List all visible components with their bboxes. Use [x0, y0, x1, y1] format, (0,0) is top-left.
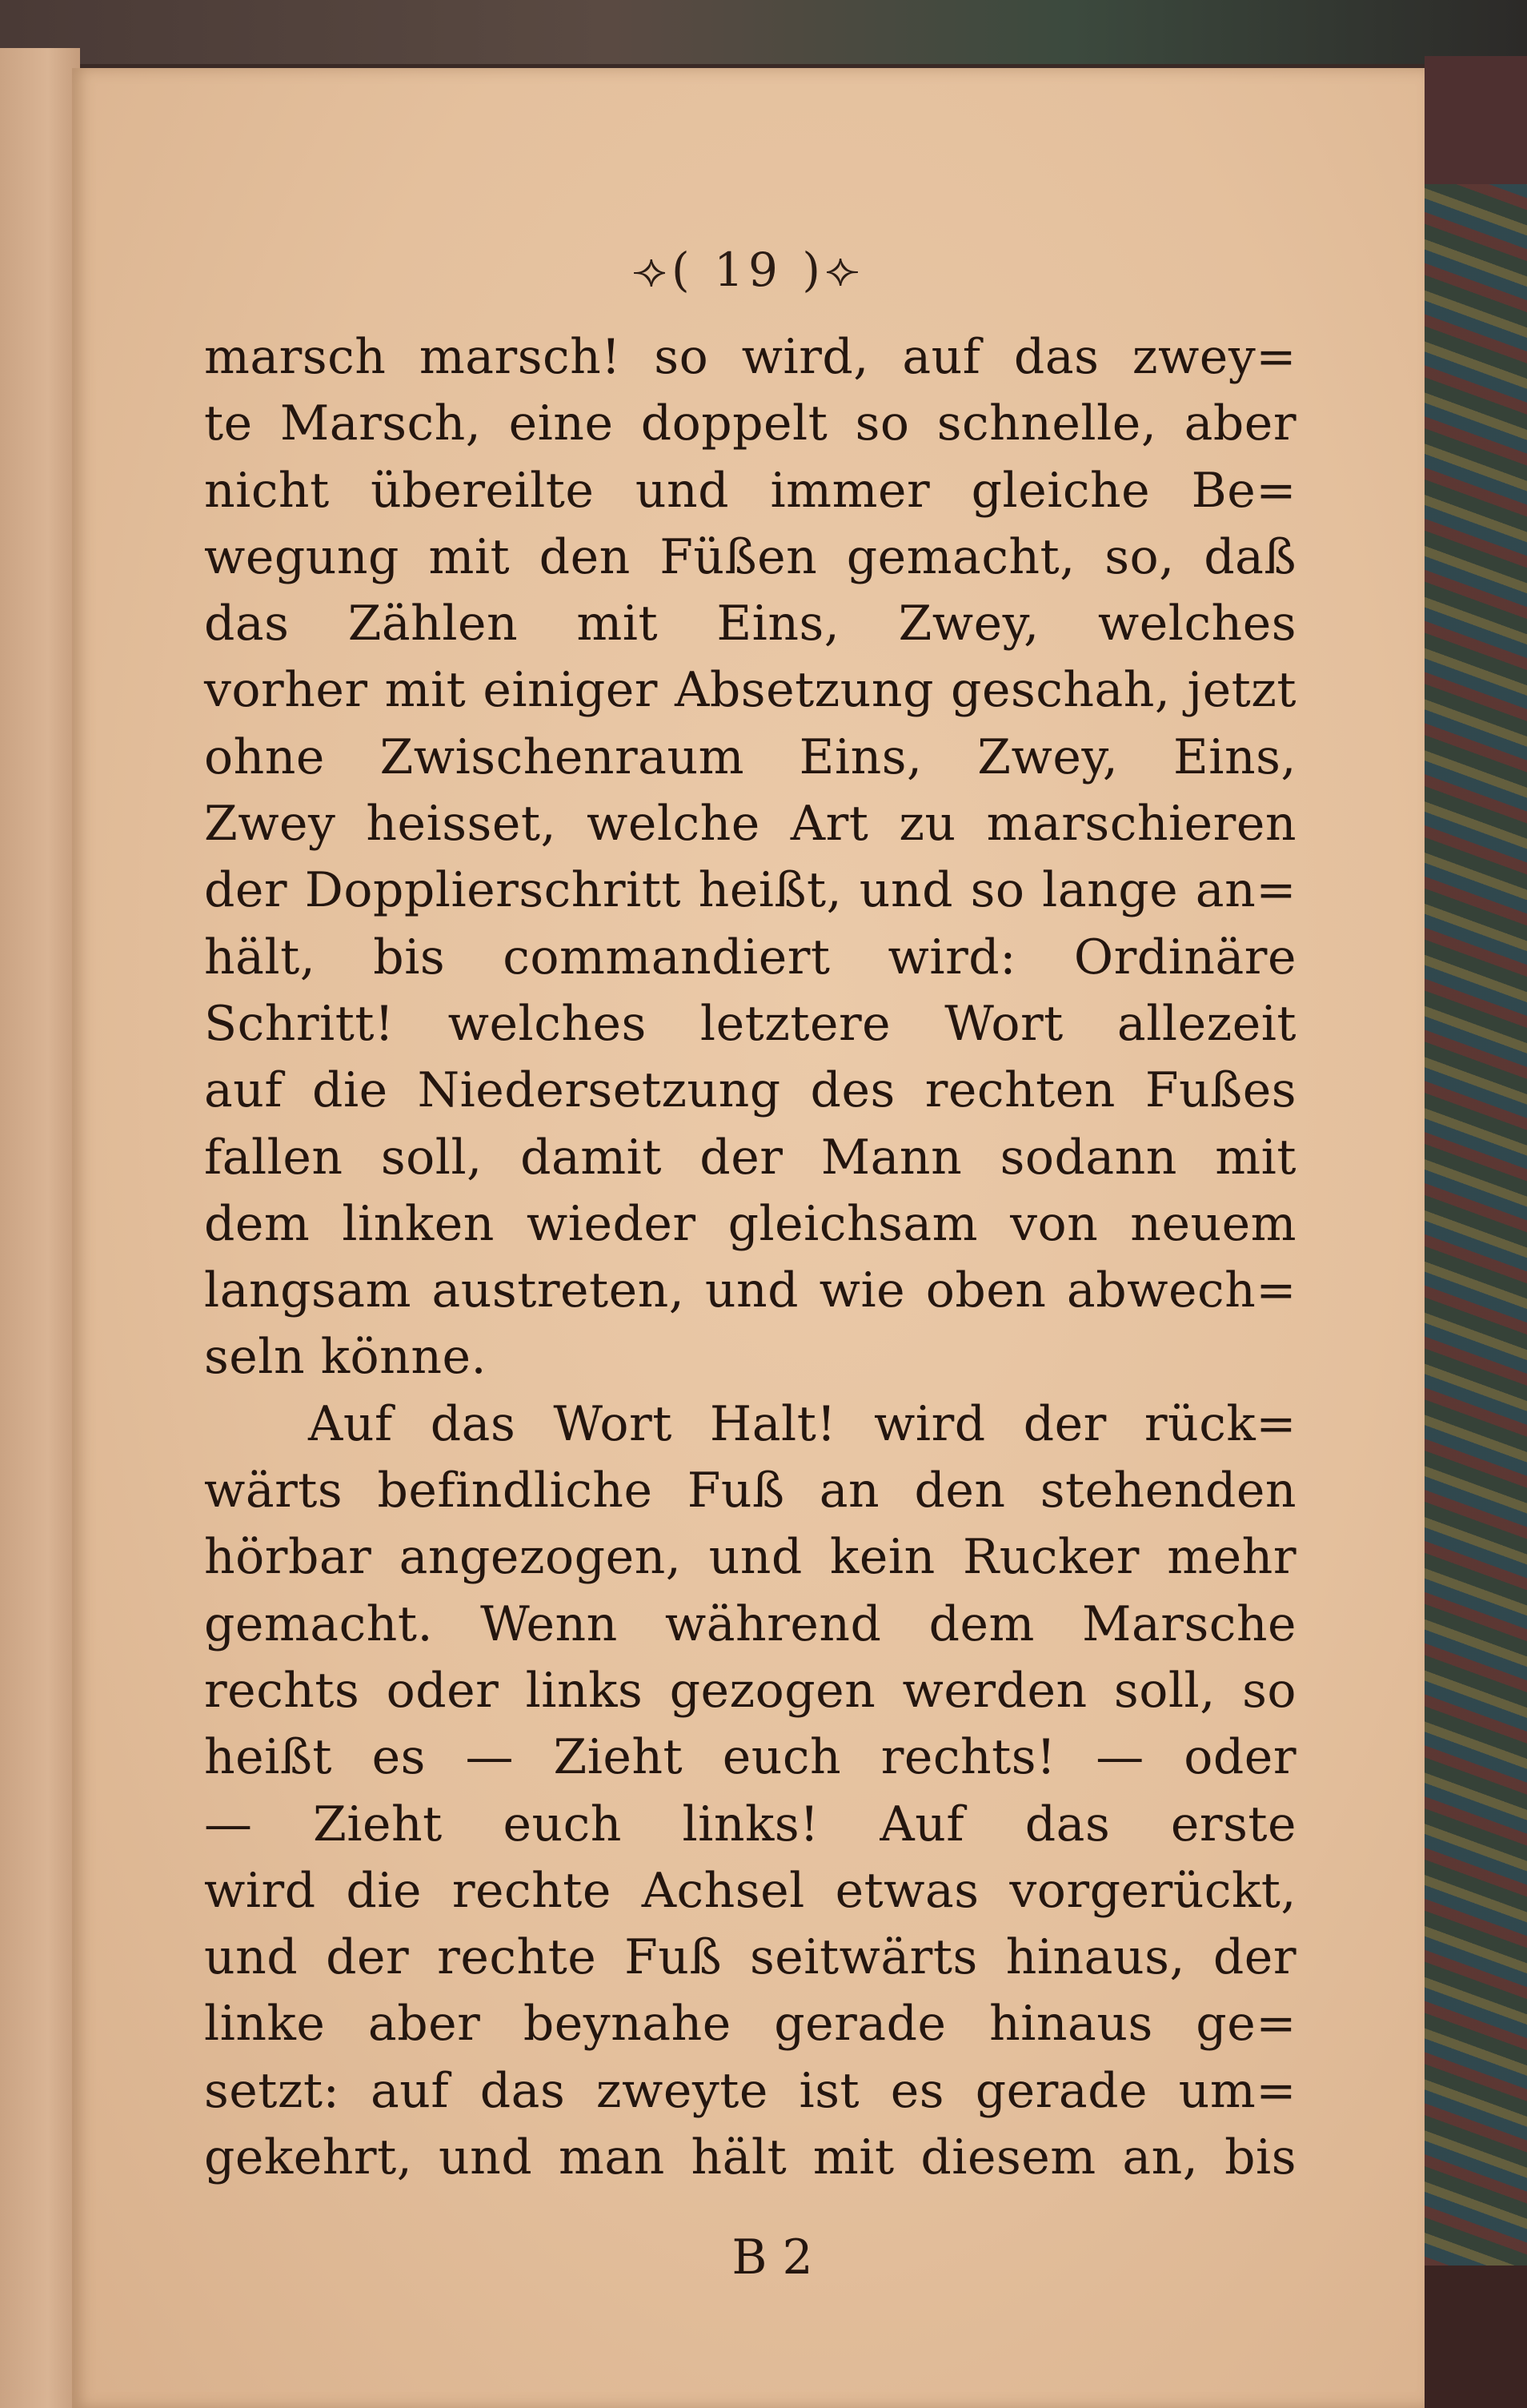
text-line: dem linken wieder gleichsam von neuem: [204, 1195, 1297, 1252]
text-line: das Zählen mit Eins, Zwey, welches: [204, 596, 1297, 652]
paragraph-start-line: Auf das Wort Halt! wird der rück=: [308, 1395, 1297, 1452]
signature-mark: B 2: [731, 2229, 813, 2286]
text-line: vorher mit einiger Absetzung geschah, jetzt: [204, 662, 1297, 719]
page-number-header: [72, 243, 1425, 298]
book-cover-edge: [1425, 56, 1527, 192]
text-line: langsam austreten, und wie oben abwech=: [204, 1262, 1297, 1319]
text-line: wird die rechte Achsel etwas vorgerückt,: [204, 1862, 1297, 1919]
text-line: heißt es — Zieht euch rechts! — oder: [204, 1729, 1297, 1786]
text-line: wärts befindliche Fuß an den stehenden: [204, 1463, 1297, 1519]
book-cover-bottom: [1409, 2266, 1527, 2408]
book-top-edge: [0, 0, 1527, 64]
book-page: [72, 68, 1425, 2408]
text-line: fallen soll, damit der Mann sodann mit: [204, 1129, 1297, 1186]
text-line: Schritt! welches letztere Wort allezeit: [204, 995, 1297, 1052]
ornament-right-icon: ⟣: [824, 243, 864, 297]
text-line: wegung mit den Füßen gemacht, so, daß: [204, 528, 1297, 585]
body-text: [204, 324, 1297, 2191]
text-line: — Zieht euch links! Auf das erste: [204, 1796, 1297, 1852]
ornament-left-icon: ⟢: [632, 243, 672, 297]
text-line: te Marsch, eine doppelt so schnelle, aber: [204, 395, 1297, 452]
page-number: ( 19 ): [671, 243, 825, 297]
text-line: setzt: auf das zweyte ist es gerade um=: [204, 2062, 1297, 2119]
text-line: gemacht. Wenn während dem Marsche: [204, 1595, 1297, 1652]
text-line: hält, bis commandiert wird: Ordinäre: [204, 929, 1297, 985]
text-line: nicht übereilte und immer gleiche Be=: [204, 462, 1297, 519]
text-line: gekehrt, und man hält mit diesem an, bis: [204, 2129, 1297, 2186]
text-line: und der rechte Fuß seitwärts hinaus, der: [204, 1929, 1297, 1986]
text-line: hörbar angezogen, und kein Rucker mehr: [204, 1529, 1297, 1586]
text-line: Zwey heisset, welche Art zu marschieren: [204, 796, 1297, 853]
text-line: ohne Zwischenraum Eins, Zwey, Eins,: [204, 728, 1297, 785]
text-line: der Dopplierschritt heißt, und so lange an=: [204, 862, 1297, 919]
text-line: rechts oder links gezogen werden soll, so: [204, 1662, 1297, 1719]
text-line: seln könne.: [204, 1329, 487, 1386]
text-line: linke aber beynahe gerade hinaus ge=: [204, 1996, 1297, 2053]
marbled-endpaper: [1417, 184, 1527, 2266]
text-line: marsch marsch! so wird, auf das zwey=: [204, 329, 1297, 385]
facing-page-edge: [0, 48, 80, 2408]
text-line: auf die Niedersetzung des rechten Fußes: [204, 1062, 1297, 1119]
